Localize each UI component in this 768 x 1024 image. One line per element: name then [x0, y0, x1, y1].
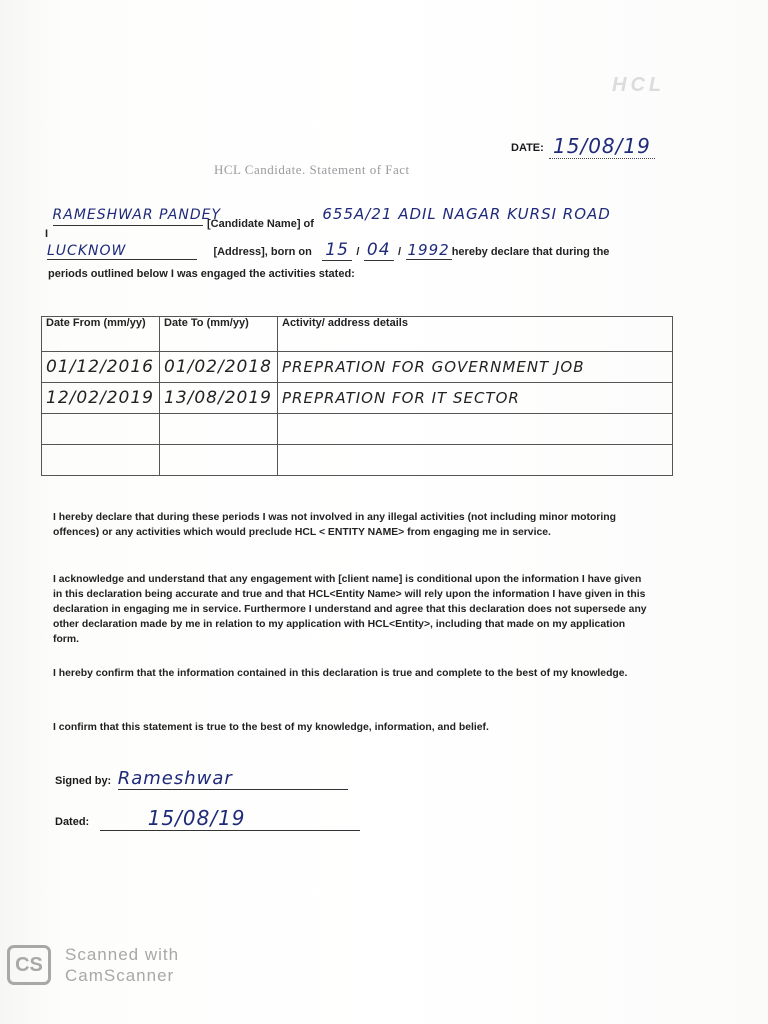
declaration-line-2: LUCKNOW [Address], born on 15 / 04 / 1992 hereby declare that during the [47, 240, 610, 260]
declaration-tail: hereby declare that during the [451, 246, 610, 258]
table-row [42, 383, 673, 414]
table-header-row [42, 317, 673, 352]
date-label: DATE: [511, 142, 544, 154]
header-date-to: Date To (mm/yy) [160, 317, 278, 352]
cell-activity [278, 414, 673, 445]
cell-date-to [160, 414, 278, 445]
periods-table [41, 316, 673, 476]
table-row [42, 414, 673, 445]
cell-date-from: 01/12/2016 [42, 352, 160, 383]
table-row [42, 352, 673, 383]
candidate-name: RAMESHWAR PANDEY [53, 207, 203, 226]
declaration-line-3: periods outlined below I was engaged the activities stated: [48, 268, 355, 280]
paragraph-3: I hereby confirm that the information contained in this declaration is true and complete to the best of my knowledge. [53, 668, 628, 679]
dated-value: 15/08/19 [100, 806, 360, 831]
cell-activity [278, 445, 673, 476]
camscanner-icon: CS [7, 945, 51, 985]
paragraph-4: I confirm that this statement is true to the best of my knowledge, information, and belief. [53, 722, 489, 733]
cell-date-from [42, 414, 160, 445]
dated-row [55, 806, 360, 831]
signed-by-row [55, 768, 348, 790]
cell-date-to: 01/02/2018 [160, 352, 278, 383]
dated-label: Dated: [55, 816, 90, 828]
watermark-line-2: CamScanner [65, 966, 175, 985]
table-row [42, 445, 673, 476]
watermark-line-1: Scanned with [65, 945, 180, 964]
camscanner-watermark [7, 944, 179, 986]
date-field [511, 134, 651, 158]
signature: Rameshwar [118, 768, 348, 790]
page-title: HCL Candidate. Statement of Fact [214, 162, 410, 177]
dob-month: 04 [364, 240, 394, 261]
cell-date-from [42, 445, 160, 476]
candidate-name-label: [Candidate Name] of [206, 218, 314, 230]
header-date-from: Date From (mm/yy) [42, 317, 160, 352]
dob-day: 15 [322, 240, 352, 261]
paragraph-1: I hereby declare that during these periods I was not involved in any illegal activities (not including minor motoring offences) or any activities which would preclude HCL < ENTITY NAME> from engaging me in service. [53, 512, 616, 538]
paragraph-2: I acknowledge and understand that any engagement with [client name] is conditional upon the information I have given in this declaration being accurate and true and that HCL<Entity Name> will rely upon the information I have given in this declaration in engaging me in service. Furthermore I understand and agree that this declaration does not supersede any other declaration made by me in relation to my application with HCL<Entity>, including that made on my application form. [53, 574, 647, 645]
address-line-1: 655A/21 ADIL NAGAR KURSI ROAD [322, 205, 611, 223]
signed-by-label: Signed by: [55, 775, 112, 787]
address-label: [Address], born on [213, 246, 312, 258]
cell-activity: PREPRATION FOR IT SECTOR [278, 383, 673, 414]
date-value: 15/08/19 [549, 134, 655, 159]
cell-date-to: 13/08/2019 [160, 383, 278, 414]
cell-date-from: 12/02/2019 [42, 383, 160, 414]
address-line-2: LUCKNOW [47, 243, 197, 260]
declaration-line-1: $_I$ RAMESHWAR PANDEY $_{[Candidate Name] of}$ 655A/21 ADIL NAGAR KURSI ROAD [45, 205, 611, 240]
faded-logo: HCL [612, 74, 666, 96]
dob-year: 1992 [407, 241, 450, 259]
cell-activity: PREPRATION FOR GOVERNMENT JOB [278, 352, 673, 383]
header-activity: Activity/ address details [278, 317, 673, 352]
cell-date-to [160, 445, 278, 476]
